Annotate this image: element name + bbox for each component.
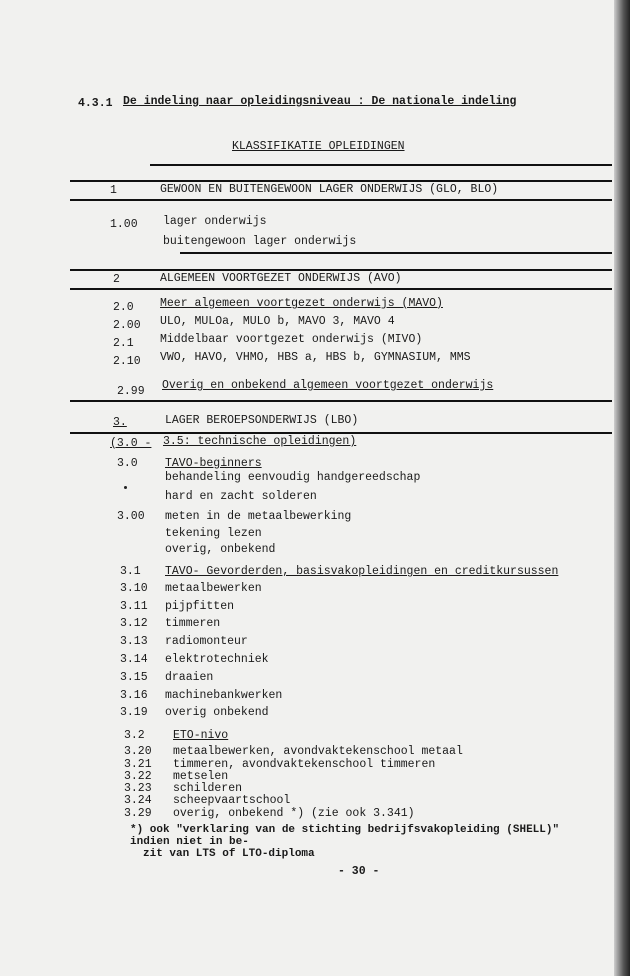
rule	[70, 180, 612, 182]
item-code: 2.0	[113, 301, 134, 314]
item-code: 2.1	[113, 337, 134, 350]
item-label: TAVO-beginners	[165, 457, 262, 470]
item-label: VWO, HAVO, VHMO, HBS a, HBS b, GYMNASIUM, MMS	[160, 351, 471, 364]
item-label: metselen	[173, 770, 229, 783]
item-code: 3.1	[120, 565, 141, 578]
section-number: 4.3.1	[78, 97, 113, 110]
item-label: ULO, MULOa, MULO b, MAVO 3, MAVO 4	[160, 315, 395, 328]
bullet	[124, 486, 127, 489]
item-label: TAVO- Gevorderden, basisvakopleidingen en creditkursussen	[165, 565, 559, 578]
group-code: 3.	[113, 416, 127, 429]
item-label: schilderen	[173, 782, 243, 795]
item-code: 3.11	[120, 600, 148, 613]
rule	[70, 288, 612, 290]
item-code: 3.2	[124, 729, 145, 742]
item-code: 3.16	[120, 689, 148, 702]
item-label: tekening lezen	[165, 527, 262, 540]
item-code: 3.23	[124, 782, 152, 795]
item-code: 3.0	[117, 457, 138, 470]
rule	[150, 164, 612, 166]
scan-edge	[614, 0, 630, 976]
item-code: 3.14	[120, 653, 148, 666]
item-code: 3.29	[124, 807, 152, 820]
page-number: - 30 -	[338, 865, 380, 878]
item-label: Middelbaar voortgezet onderwijs (MIVO)	[160, 333, 423, 346]
item-label: overig, onbekend *) (zie ook 3.341)	[173, 807, 415, 820]
item-label: lager onderwijs	[163, 215, 267, 228]
item-code: 3.15	[120, 671, 148, 684]
item-code: 3.20	[124, 745, 152, 758]
item-label: overig, onbekend	[165, 543, 276, 556]
range-note-end: 3.5: technische opleidingen)	[163, 435, 357, 448]
item-label: behandeling eenvoudig handgereedschap	[165, 471, 421, 484]
item-code: 2.00	[113, 319, 141, 332]
footnote-line-2: zit van LTS of LTO-diploma	[143, 848, 315, 860]
item-code: 3.19	[120, 706, 148, 719]
item-code: 3.10	[120, 582, 148, 595]
item-code: 1.00	[110, 218, 138, 231]
item-label: machinebankwerken	[165, 689, 283, 702]
item-code: 3.12	[120, 617, 148, 630]
range-note-start: (3.0 -	[110, 437, 152, 450]
rule	[70, 400, 612, 402]
item-label: buitengewoon lager onderwijs	[163, 235, 357, 248]
item-label: metaalbewerken	[165, 582, 262, 595]
item-code: 3.22	[124, 770, 152, 783]
rule	[70, 432, 612, 434]
item-label: Overig en onbekend algemeen voortgezet onderwijs	[162, 379, 494, 392]
item-label: timmeren	[165, 617, 221, 630]
rule	[70, 269, 612, 271]
item-label: meten in de metaalbewerking	[165, 510, 352, 523]
item-label: draaien	[165, 671, 214, 684]
item-label: Meer algemeen voortgezet onderwijs (MAVO)	[160, 297, 443, 310]
item-label: timmeren, avondvaktekenschool timmeren	[173, 758, 436, 771]
group-title: ALGEMEEN VOORTGEZET ONDERWIJS (AVO)	[160, 272, 402, 285]
item-label: radiomonteur	[165, 635, 248, 648]
classification-heading: KLASSIFIKATIE OPLEIDINGEN	[232, 140, 405, 153]
group-code: 1	[110, 184, 117, 197]
section-title: De indeling naar opleidingsniveau : De nationale indeling	[123, 95, 517, 108]
rule	[180, 252, 612, 254]
footnote-line-1: *) ook "verklaring van de stichting bedrijfsvakopleiding (SHELL)" indien niet in be-	[130, 824, 560, 848]
item-label: pijpfitten	[165, 600, 235, 613]
item-code: 2.10	[113, 355, 141, 368]
footnote	[130, 824, 600, 860]
item-code: 3.13	[120, 635, 148, 648]
item-label: scheepvaartschool	[173, 794, 291, 807]
item-code: 3.00	[117, 510, 145, 523]
item-label: ETO-nivo	[173, 729, 229, 742]
item-label: metaalbewerken, avondvaktekenschool metaal	[173, 745, 463, 758]
item-code: 3.24	[124, 794, 152, 807]
rule	[70, 199, 612, 201]
item-label: elektrotechniek	[165, 653, 269, 666]
group-title: GEWOON EN BUITENGEWOON LAGER ONDERWIJS (GLO, BLO)	[160, 183, 499, 196]
item-label: overig onbekend	[165, 706, 269, 719]
item-label: hard en zacht solderen	[165, 490, 317, 503]
item-code: 2.99	[117, 385, 145, 398]
group-code: 2	[113, 273, 120, 286]
item-code: 3.21	[124, 758, 152, 771]
group-title: LAGER BEROEPSONDERWIJS (LBO)	[165, 414, 359, 427]
